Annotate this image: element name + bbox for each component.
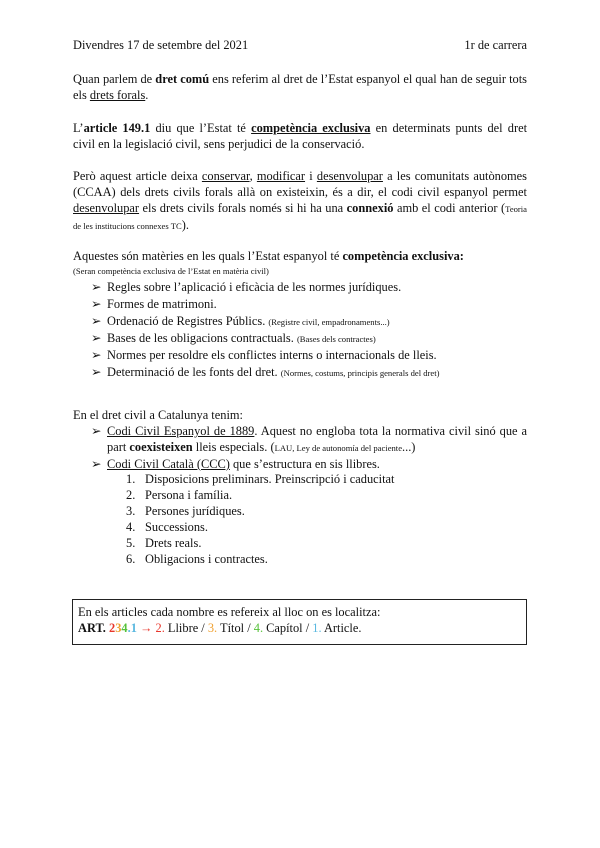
pero-underlined: modificar	[256, 169, 306, 183]
ccc-text: que s’estructura en sis llibres.	[229, 457, 380, 471]
arrow-bullet-icon: ➢	[91, 331, 102, 345]
catalunya-intro: En el dret civil a Catalunya tenim:	[73, 408, 243, 422]
arrow-bullet-icon: ➢	[91, 365, 102, 379]
list-item-note: (Registre civil, empadronaments...)	[268, 317, 390, 327]
list-item-text: Formes de matrimoni.	[107, 297, 217, 311]
list-item	[126, 471, 394, 487]
list-item-text: Normes per resoldre els conflictes interns o internacionals de lleis.	[107, 348, 437, 362]
book-number: 1.	[126, 472, 136, 486]
cce-small-note: LAU, Ley de autonomía del paciente	[274, 443, 403, 453]
art-digit-chapter: 4	[121, 621, 128, 635]
list-item	[126, 535, 394, 551]
arrow-bullet-icon: ➢	[91, 457, 102, 471]
list-item-note: (Bases dels contractes)	[296, 334, 376, 344]
legend-title-label: Títol /	[217, 621, 254, 635]
legend-book-label: Llibre /	[164, 621, 208, 635]
legend-title-key: 3.	[207, 621, 218, 635]
book-title: Disposicions preliminars. Preinscripció i caducitat	[145, 472, 395, 486]
ccc-title: Codi Civil Català (CCC)	[107, 457, 230, 471]
art149-key-term: competència exclusiva	[251, 121, 371, 135]
art-digit-book: 2	[109, 621, 116, 635]
article-numbering-box	[72, 599, 527, 645]
pero-text: ).	[181, 218, 189, 232]
cce-title: Codi Civil Espanyol de 1889	[107, 424, 255, 438]
box-line-1: En els articles cada nombre es refereix al lloc on es localitza:	[78, 605, 381, 619]
list-item	[91, 330, 527, 347]
list-item	[126, 551, 394, 567]
pero-text: Però aquest article deixa	[73, 169, 202, 183]
list-item	[126, 487, 394, 503]
intro-underlined-term: drets forals	[89, 88, 146, 102]
arrow-bullet-icon: ➢	[91, 424, 102, 438]
art-digit-title: 3	[115, 621, 122, 635]
header-date: Divendres 17 de setembre del 2021	[73, 38, 249, 52]
book-number: 6.	[126, 552, 136, 566]
intro-bold-term: dret comú	[155, 72, 210, 86]
materies-heading	[73, 248, 527, 264]
book-number: 3.	[126, 504, 136, 518]
pero-paragraph	[73, 168, 527, 234]
pero-text: ,	[249, 169, 257, 183]
materies-note: (Seran competència exclusiva de l’Estat en matèria civil)	[73, 266, 269, 276]
book-title: Persones jurídiques.	[145, 504, 245, 518]
materies-bold-term: competència exclusiva:	[342, 249, 464, 263]
list-item	[91, 296, 527, 313]
arrow-bullet-icon: ➢	[91, 280, 102, 294]
legend-article-key: 1.	[312, 621, 322, 635]
legend-chapter-label: Capítol /	[263, 621, 313, 635]
list-item-text: Ordenació de Registres Públics.	[107, 314, 269, 328]
book-number: 5.	[126, 536, 136, 550]
page-header	[73, 37, 527, 53]
book-title: Successions.	[145, 520, 208, 534]
list-item-note: (Normes, costums, principis generals del dret)	[280, 368, 440, 378]
pero-underlined: desenvolupar	[316, 169, 383, 183]
pero-underlined: conservar	[201, 169, 250, 183]
intro-text: ens referim al dret de l’Estat espanyol el qual han de seguir tots els	[73, 72, 527, 102]
book-title: Persona i família.	[145, 488, 233, 502]
list-item	[126, 519, 394, 535]
cce-text: lleis especials. (	[192, 440, 275, 454]
book-number: 2.	[126, 488, 136, 502]
article-149-paragraph	[73, 120, 527, 152]
books-list	[126, 471, 394, 567]
cce-text: ...)	[402, 440, 416, 454]
header-course: 1r de carrera	[464, 38, 527, 52]
arrow-bullet-icon: ➢	[91, 314, 102, 328]
book-title: Obligacions i contractes.	[145, 552, 268, 566]
intro-text: .	[145, 88, 149, 102]
list-item-text: Determinació de les fonts del dret.	[107, 365, 281, 379]
pero-text: amb el codi anterior (	[393, 201, 506, 215]
art149-text: en determinats punts del dret civil en la legislació civil, sens perjudici de la conservació.	[73, 121, 528, 151]
pero-bold-term: connexió	[346, 201, 394, 215]
art-digit-article: .1	[127, 621, 137, 635]
list-item-text: Bases de les obligacions contractuals.	[107, 331, 297, 345]
art149-text: L’	[73, 121, 84, 135]
right-arrow-icon: →	[140, 621, 153, 635]
arrow-bullet-icon: ➢	[91, 297, 102, 311]
art149-text: diu que l’Estat té	[150, 121, 252, 135]
intro-paragraph	[73, 71, 527, 103]
intro-text: Quan parlem de	[73, 72, 156, 86]
pero-small-note: Teoria de les institucions connexes TC	[73, 204, 527, 231]
materies-text: Aquestes són matèries en les quals l’Estat espanyol té	[73, 249, 343, 263]
pero-text: els drets civils forals només si hi ha una	[139, 201, 347, 215]
pero-text: i	[305, 169, 317, 183]
list-item	[91, 364, 527, 381]
book-title: Drets reals.	[145, 536, 202, 550]
pero-underlined: desenvolupar	[73, 201, 140, 215]
arrow-bullet-icon: ➢	[91, 348, 102, 362]
art-label: ART.	[78, 621, 106, 635]
cce-bold-term: coexisteixen	[129, 440, 193, 454]
book-number: 4.	[126, 520, 136, 534]
art149-bold-term: article 149.1	[83, 121, 151, 135]
catalunya-list	[91, 423, 527, 472]
list-item	[126, 503, 394, 519]
legend-article-label: Article.	[321, 621, 362, 635]
legend-book-key: 2.	[155, 621, 165, 635]
list-item	[91, 279, 527, 296]
list-item	[91, 347, 527, 364]
list-item	[91, 313, 527, 330]
cce-text: . Aquest no engloba tota la normativa civil sinó que a part	[107, 424, 527, 454]
box-line-2	[78, 620, 521, 636]
legend-chapter-key: 4.	[253, 621, 264, 635]
materies-list	[91, 279, 527, 381]
pero-text: a les comunitats autònomes (CCAA) dels drets civils forals allà on existeixin, és a dir, el codi civil espanyol permet	[73, 169, 528, 199]
list-item	[91, 456, 527, 472]
list-item-text: Regles sobre l’aplicació i eficàcia de les normes jurídiques.	[107, 280, 402, 294]
list-item	[91, 423, 527, 456]
